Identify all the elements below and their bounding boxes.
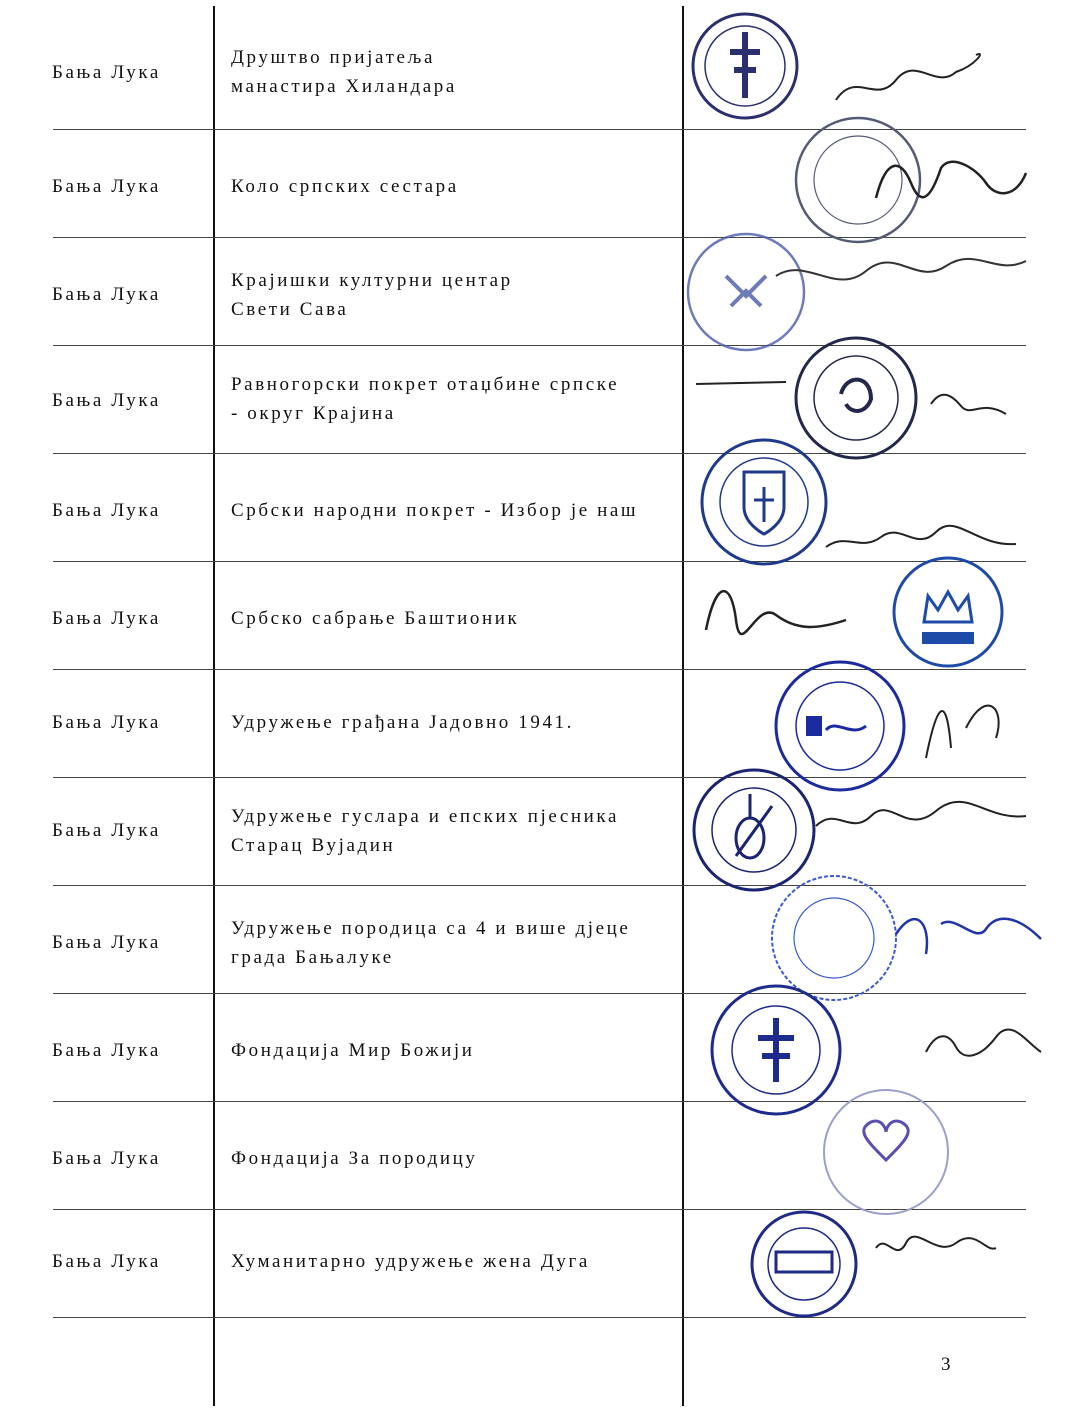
eagle-icon — [686, 236, 1076, 340]
organization-name-line: Фондација За породицу — [231, 1148, 478, 1169]
organization-name-line: Србски народни покрет - Избор је наш — [231, 500, 639, 521]
stamp-signature-cell — [686, 560, 1076, 664]
shield-icon — [686, 452, 1076, 556]
city-cell: Бања Лука — [52, 176, 161, 197]
organization-name-line: Крајишки културни центар — [231, 270, 513, 291]
organization-name-line: града Бањалуке — [231, 947, 394, 968]
jadovno-logo-icon — [686, 668, 1076, 772]
organization-name-line: Равногорски покрет отаџбине српске — [231, 374, 620, 395]
city-cell: Бања Лука — [52, 608, 161, 629]
stamp-signature-cell — [686, 236, 1076, 340]
organization-name-line: манастира Хиландара — [231, 76, 457, 97]
organization-name-line: Старац Вујадин — [231, 835, 396, 856]
organization-name-line: Фондација Мир Божији — [231, 1040, 475, 1061]
city-cell: Бања Лука — [52, 820, 161, 841]
text-stamp-icon — [686, 1208, 1076, 1312]
text-stamp-icon — [686, 128, 1076, 232]
stamp-signature-cell — [686, 884, 1076, 988]
organization-cell — [231, 43, 676, 101]
organization-name-line: Удружење гуслара и епских пјесника — [231, 806, 620, 827]
stamp-signature-cell — [686, 10, 1076, 114]
eagle-icon — [686, 344, 1076, 448]
table-column-divider — [682, 6, 684, 1406]
organization-cell — [231, 1144, 676, 1173]
organization-name-line: Удружење породица са 4 и више дјеце — [231, 918, 631, 939]
organization-cell — [231, 370, 676, 428]
city-cell: Бања Лука — [52, 1040, 161, 1061]
organization-name-line: Коло српских сестара — [231, 176, 459, 197]
city-cell: Бања Лука — [52, 390, 161, 411]
organization-cell — [231, 172, 676, 201]
text-stamp-icon — [686, 884, 1076, 988]
city-cell: Бања Лука — [52, 1148, 161, 1169]
organization-name-line: Србско сабрање Баштионик — [231, 608, 520, 629]
cross-icon — [686, 992, 1076, 1096]
city-cell: Бања Лука — [52, 1251, 161, 1272]
stamp-signature-cell — [686, 776, 1076, 880]
organization-cell — [231, 266, 676, 324]
organization-cell — [231, 496, 676, 525]
page-number: 3 — [941, 1354, 951, 1375]
organization-cell — [231, 1036, 676, 1065]
organization-cell — [231, 802, 676, 860]
stamp-signature-cell — [686, 128, 1076, 232]
gusle-icon — [686, 776, 1076, 880]
city-cell: Бања Лука — [52, 932, 161, 953]
organization-name-line: - округ Крајина — [231, 403, 396, 424]
organization-name-line: Друштво пријатеља — [231, 47, 435, 68]
stamp-signature-cell — [686, 344, 1076, 448]
organization-cell — [231, 1247, 676, 1276]
stamp-signature-cell — [686, 1208, 1076, 1312]
stamp-signature-cell — [686, 1100, 1076, 1204]
stamp-signature-cell — [686, 992, 1076, 1096]
table-column-divider — [213, 6, 215, 1406]
organization-name-line: Хуманитарно удружење жена Дуга — [231, 1251, 590, 1272]
family-heart-icon — [686, 1100, 1076, 1204]
organization-name-line: Удружење грађана Јадовно 1941. — [231, 712, 575, 733]
table-row-divider — [53, 1317, 1026, 1318]
city-cell: Бања Лука — [52, 62, 161, 83]
organization-cell — [231, 604, 676, 633]
organization-cell — [231, 914, 676, 972]
city-cell: Бања Лука — [52, 284, 161, 305]
organization-cell — [231, 708, 676, 737]
organization-name-line: Свети Сава — [231, 299, 349, 320]
stamp-signature-cell — [686, 452, 1076, 556]
cross-icon — [686, 10, 1076, 114]
stamp-signature-cell — [686, 668, 1076, 772]
city-cell: Бања Лука — [52, 712, 161, 733]
crown-icon — [686, 560, 1076, 664]
city-cell: Бања Лука — [52, 500, 161, 521]
